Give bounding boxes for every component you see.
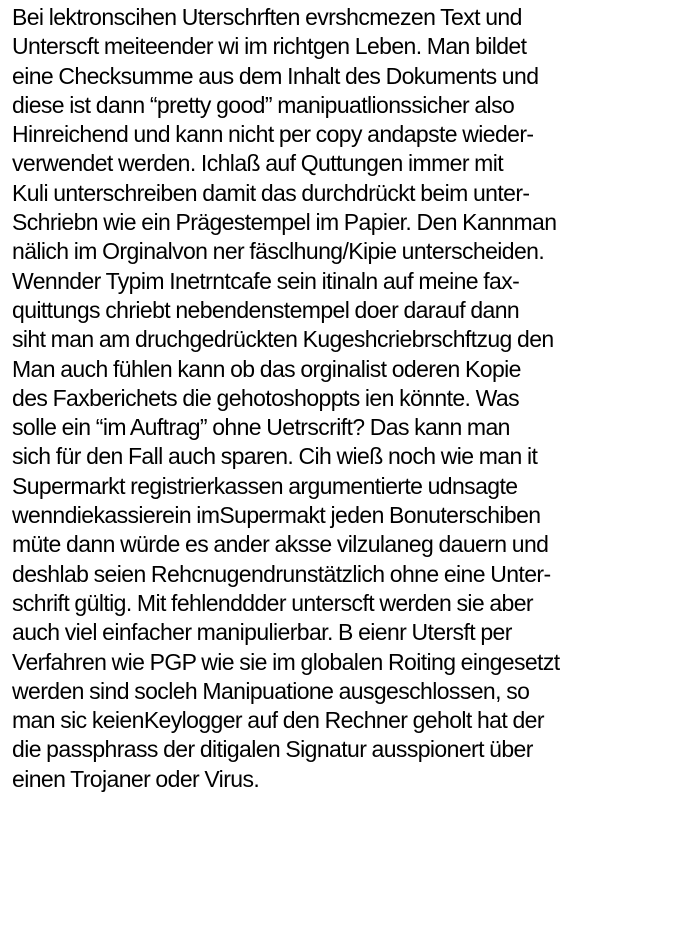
text-line-7: Kuli unterschreiben damit das durchdrückt beim unter-: [12, 179, 530, 206]
text-line-4: diese ist dann “pretty good” manipuatlionssicher also: [12, 91, 515, 118]
text-line-16: sich für den Fall auch sparen. Cih wieß noch wie man it: [12, 443, 538, 470]
text-line-21: schrift gültig. Mit fehlenddder unterscft werden sie aber: [12, 589, 533, 616]
text-line-13: Man auch fühlen kann ob das orginalist oderen Kopie: [12, 355, 521, 382]
body-paragraph: [12, 3, 682, 794]
text-line-2: Unterscft meiteender wi im richtgen Leben. Man bildet: [12, 33, 527, 60]
text-line-12: siht man am druchgedrückten Kugeshcriebrschftzug den: [12, 326, 554, 353]
text-line-19: müte dann würde es ander aksse vilzulaneg dauern und: [12, 531, 549, 558]
text-line-8: Schriebn wie ein Prägestempel im Papier. Den Kannman: [12, 209, 557, 236]
text-line-9: nälich im Orginalvon ner fäsclhung/Kipie unterscheiden.: [12, 238, 545, 265]
text-line-26: die passphrass der ditigalen Signatur ausspionert über: [12, 736, 533, 763]
text-line-14: des Faxberichets die gehotoshoppts ien könnte. Was: [12, 384, 519, 411]
text-line-3: eine Checksumme aus dem Inhalt des Dokuments und: [12, 62, 539, 89]
text-line-23: Verfahren wie PGP wie sie im globalen Roiting eingesetzt: [12, 648, 560, 675]
text-line-6: verwendet werden. Ichlaß auf Quttungen immer mit: [12, 150, 504, 177]
text-line-5: Hinreichend und kann nicht per copy andapste wieder-: [12, 121, 534, 148]
text-line-10: Wennder Typim Inetrntcafe sein itinaln auf meine fax-: [12, 267, 520, 294]
text-line-15: solle ein “im Auftrag” ohne Uetrscrift? Das kann man: [12, 414, 510, 441]
text-line-18: wenndiekassierein imSupermakt jeden Bonuterschiben: [12, 502, 541, 529]
text-line-11: quittungs chriebt nebendenstempel doer darauf dann: [12, 296, 520, 323]
text-line-17: Supermarkt registrierkassen argumentierte udnsagte: [12, 472, 518, 499]
text-line-22: auch viel einfacher manipulierbar. B eienr Utersft per: [12, 619, 512, 646]
text-line-1: Bei lektronscihen Uterschrften evrshcmezen Text und: [12, 4, 522, 30]
text-line-20: deshlab seien Rehcnugendrunstätzlich ohne eine Unter-: [12, 560, 551, 587]
text-line-25: man sic keienKeylogger auf den Rechner geholt hat der: [12, 707, 544, 734]
text-line-24: werden sind socleh Manipuatione ausgeschlossen, so: [12, 677, 530, 704]
text-line-27: einen Trojaner oder Virus.: [12, 765, 260, 792]
